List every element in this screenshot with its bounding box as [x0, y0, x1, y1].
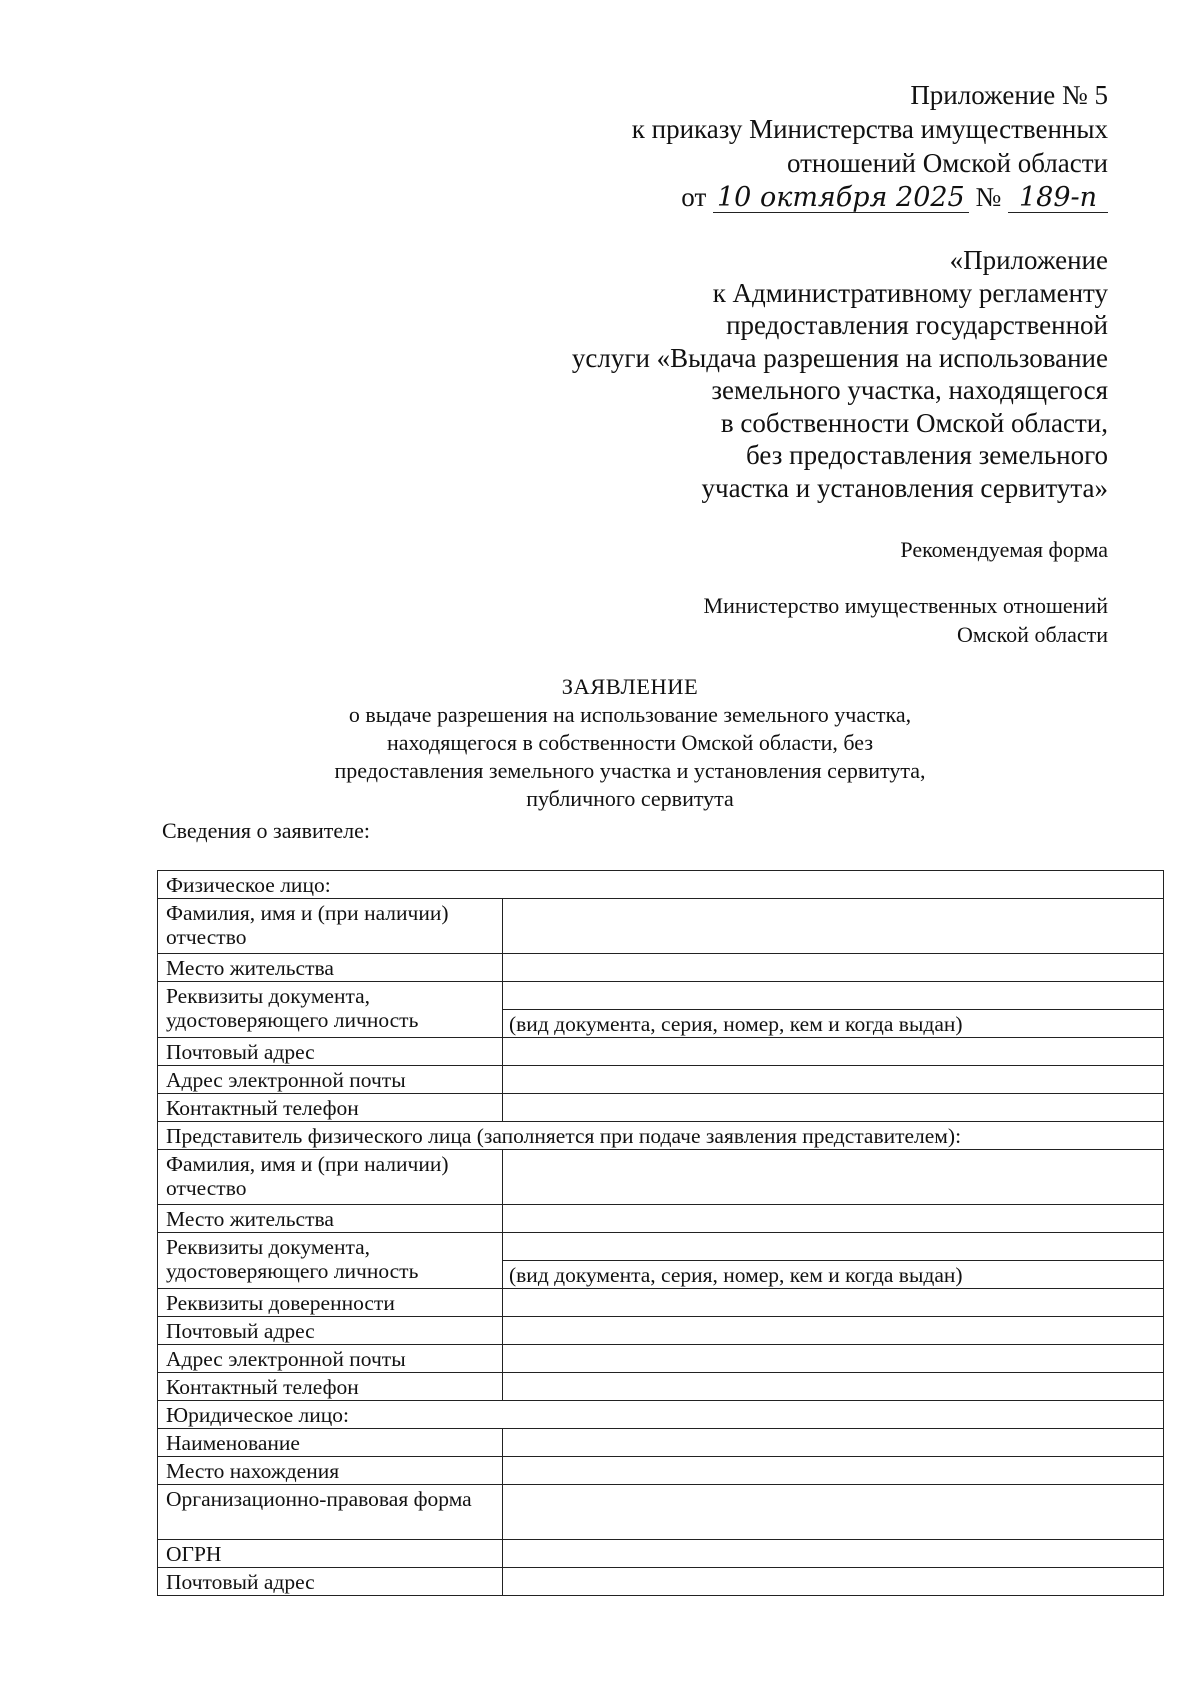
doc-label-line: Реквизиты документа,: [166, 984, 371, 1008]
addressee-line: Министерство имущественных отношений: [703, 593, 1108, 618]
statement-subtitle-line: публичного сервитута: [526, 786, 734, 811]
regulation-appendix: [572, 244, 1108, 504]
table-row: [158, 1540, 1164, 1568]
field-label: [158, 1233, 503, 1289]
full-name-field[interactable]: [503, 899, 1164, 954]
field-label: Адрес электронной почты: [158, 1066, 503, 1094]
table-row: [158, 954, 1164, 982]
appendix-line: услуги «Выдача разрешения на использование: [571, 342, 1108, 373]
field-label: Адрес электронной почты: [158, 1345, 503, 1373]
handwritten-date: 10 октября 2025: [713, 184, 969, 213]
appendix-number: Приложение № 5: [910, 80, 1108, 110]
order-reference: [632, 78, 1108, 214]
handwritten-number: 189-п: [1008, 184, 1108, 213]
table-row: [158, 1038, 1164, 1066]
table-row: [158, 1345, 1164, 1373]
field-label: Почтовый адрес: [158, 1317, 503, 1345]
legal-location-field[interactable]: [503, 1457, 1164, 1485]
doc-label-line: удостоверяющего личность: [166, 1259, 419, 1283]
field-label: [158, 982, 503, 1038]
appendix-line: «Приложение: [949, 245, 1108, 275]
phone-field[interactable]: [503, 1094, 1164, 1122]
ogrn-field[interactable]: [503, 1540, 1164, 1568]
table-row: [158, 1429, 1164, 1457]
applicant-form-table: [157, 870, 1164, 1596]
doc-label-line: Реквизиты документа,: [166, 1235, 371, 1259]
field-label: Место нахождения: [158, 1457, 503, 1485]
field-label: Наименование: [158, 1429, 503, 1457]
order-region-line: отношений Омской области: [786, 148, 1108, 178]
table-row: [158, 1457, 1164, 1485]
org-form-field[interactable]: [503, 1485, 1164, 1540]
statement-subtitle-line: о выдаче разрешения на использование земельного участка,: [348, 702, 912, 727]
field-label: Почтовый адрес: [158, 1038, 503, 1066]
appendix-line: без предоставления земельного: [746, 440, 1108, 470]
rep-full-name-field[interactable]: [503, 1150, 1164, 1205]
recommended-form-label: Рекомендуемая форма: [900, 537, 1108, 562]
statement-title: ЗАЯВЛЕНИЕ: [561, 674, 699, 699]
legal-name-field[interactable]: [503, 1429, 1164, 1457]
postal-address-field[interactable]: [503, 1038, 1164, 1066]
table-row: [158, 1317, 1164, 1345]
table-row: [158, 1233, 1164, 1261]
section-individual: [158, 871, 1164, 899]
date-prefix: от: [681, 182, 707, 212]
identity-document-field[interactable]: [503, 982, 1164, 1010]
field-label: Место жительства: [158, 1205, 503, 1233]
statement-subtitle-line: предоставления земельного участка и установления сервитута,: [334, 758, 926, 783]
table-row: [158, 1289, 1164, 1317]
appendix-line: земельного участка, находящегося: [711, 375, 1108, 405]
table-row: [158, 1373, 1164, 1401]
applicant-info-label: Сведения о заявителе:: [162, 818, 371, 843]
appendix-line: участка и установления сервитута»: [701, 472, 1108, 503]
rep-phone-field[interactable]: [503, 1373, 1164, 1401]
section-legal-entity: [158, 1401, 1164, 1429]
section-heading: Представитель физического лица (заполняется при подаче заявления представителем):: [158, 1122, 1164, 1150]
rep-postal-address-field[interactable]: [503, 1317, 1164, 1345]
section-representative: [158, 1122, 1164, 1150]
table-row: [158, 1066, 1164, 1094]
statement-subtitle-line: находящегося в собственности Омской области, без: [386, 730, 874, 755]
legal-postal-address-field[interactable]: [503, 1568, 1164, 1596]
statement-heading: [160, 673, 1100, 813]
rep-residence-field[interactable]: [503, 1205, 1164, 1233]
rep-identity-document-field[interactable]: [503, 1233, 1164, 1261]
appendix-line: предоставления государственной: [726, 310, 1108, 340]
order-date-line: [632, 180, 1108, 214]
field-label: Фамилия, имя и (при наличии) отчество: [158, 1150, 503, 1205]
field-label: Контактный телефон: [158, 1373, 503, 1401]
table-row: [158, 899, 1164, 954]
table-row: [158, 982, 1164, 1010]
field-label: Почтовый адрес: [158, 1568, 503, 1596]
addressee: [704, 591, 1108, 649]
field-label: Реквизиты доверенности: [158, 1289, 503, 1317]
appendix-line: к Административному регламенту: [712, 277, 1108, 308]
table-row: [158, 1205, 1164, 1233]
field-label: ОГРН: [158, 1540, 503, 1568]
field-hint: (вид документа, серия, номер, кем и когда выдан): [503, 1261, 1164, 1289]
rep-email-field[interactable]: [503, 1345, 1164, 1373]
addressee-line: Омской области: [957, 622, 1108, 647]
field-hint: (вид документа, серия, номер, кем и когда выдан): [503, 1010, 1164, 1038]
section-heading: Физическое лицо:: [158, 871, 1164, 899]
field-label: Контактный телефон: [158, 1094, 503, 1122]
field-label: Фамилия, имя и (при наличии) отчество: [158, 899, 503, 954]
table-row: [158, 1485, 1164, 1540]
power-of-attorney-field[interactable]: [503, 1289, 1164, 1317]
number-label: №: [975, 182, 1002, 212]
email-field[interactable]: [503, 1066, 1164, 1094]
table-row: [158, 1150, 1164, 1205]
appendix-line: в собственности Омской области,: [720, 407, 1108, 438]
field-label: Место жительства: [158, 954, 503, 982]
section-heading: Юридическое лицо:: [158, 1401, 1164, 1429]
table-row: [158, 1568, 1164, 1596]
doc-label-line: удостоверяющего личность: [166, 1008, 419, 1032]
table-row: [158, 1094, 1164, 1122]
order-ministry-line: к приказу Министерства имущественных: [631, 114, 1108, 144]
field-label: Организационно-правовая форма: [158, 1485, 503, 1540]
residence-field[interactable]: [503, 954, 1164, 982]
